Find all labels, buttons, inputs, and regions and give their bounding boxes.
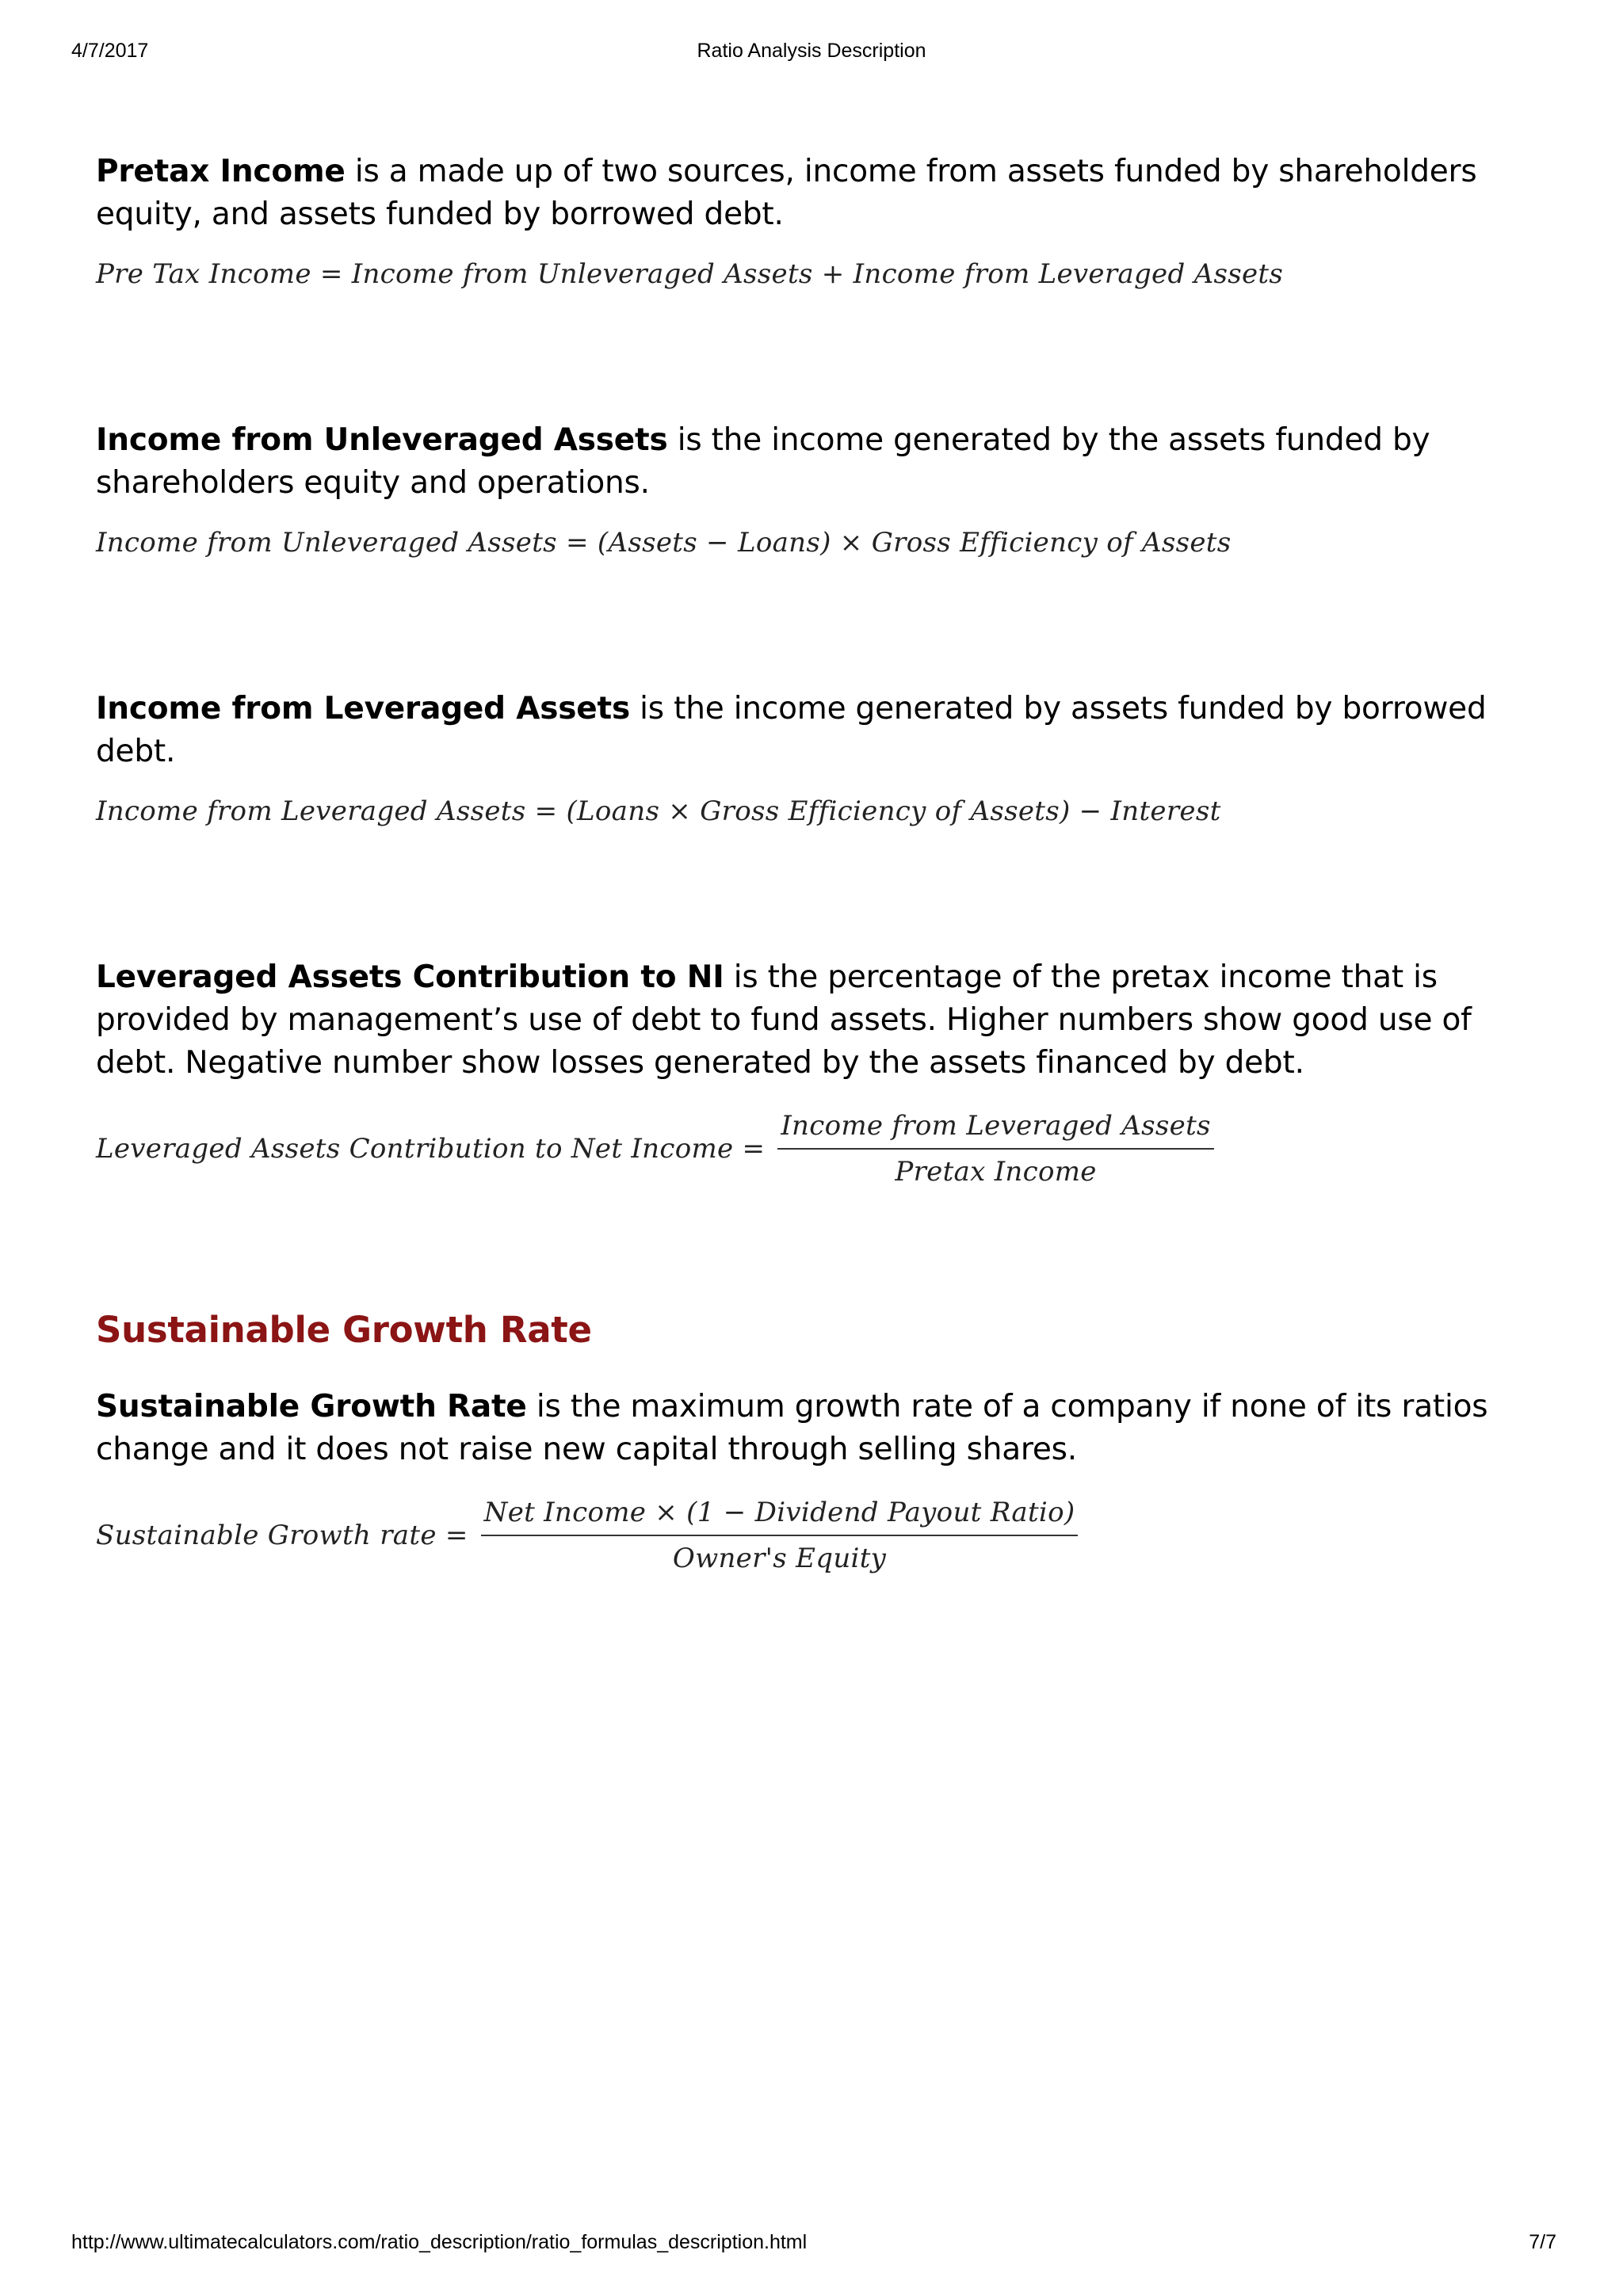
leveraged-income-paragraph (96, 688, 1554, 773)
leveraged-income-block (96, 688, 1554, 827)
print-date: 4/7/2017 (71, 40, 149, 62)
contribution-block (96, 956, 1554, 1188)
unleveraged-income-block (96, 419, 1554, 559)
contribution-formula-lhs: Leveraged Assets Contribution to Net Income = (96, 1133, 766, 1165)
sustainable-growth-formula (96, 1497, 1554, 1574)
contribution-term: Leveraged Assets Contribution to NI (96, 959, 724, 995)
unleveraged-income-term: Income from Unleveraged Assets (96, 422, 668, 458)
sustainable-growth-fraction (481, 1497, 1079, 1574)
pretax-income-description: is a made up of two sources, income from assets funded by shareholders equity, and assets funded by borrowed debt. (96, 154, 1477, 232)
unleveraged-income-description: is the income generated by the assets funded by shareholders equity and operations. (96, 422, 1430, 501)
contribution-description: is the percentage of the pretax income that is provided by management’s use of debt to fund assets. Higher numbers show good use of debt. Negative number show losses generated by the assets financed by debt. (96, 959, 1472, 1081)
print-header (0, 40, 1623, 67)
pretax-income-formula: Pre Tax Income = Income from Unleveraged Assets + Income from Leveraged Assets (96, 258, 1284, 290)
print-title: Ratio Analysis Description (697, 40, 926, 62)
contribution-numerator: Income from Leveraged Assets (777, 1110, 1213, 1150)
pretax-income-paragraph (96, 151, 1554, 236)
leveraged-income-formula: Income from Leveraged Assets = (Loans × Gross Efficiency of Assets) − Interest (96, 795, 1221, 827)
sustainable-growth-description: is the maximum growth rate of a company if none of its ratios change and it does not raise new capital through selling shares. (96, 1389, 1488, 1467)
sustainable-growth-numerator: Net Income × (1 − Dividend Payout Ratio) (481, 1497, 1079, 1536)
sustainable-growth-denominator: Owner's Equity (672, 1543, 887, 1574)
sustainable-growth-paragraph (96, 1386, 1554, 1471)
contribution-formula (96, 1110, 1554, 1188)
pretax-income-block (96, 151, 1554, 290)
contribution-fraction (777, 1110, 1213, 1188)
sustainable-growth-formula-lhs: Sustainable Growth rate = (96, 1520, 468, 1551)
page-number: 7/7 (1529, 2231, 1556, 2253)
pretax-income-term: Pretax Income (96, 154, 346, 189)
sustainable-growth-term: Sustainable Growth Rate (96, 1389, 527, 1425)
unleveraged-income-formula: Income from Unleveraged Assets = (Assets − Loans) × Gross Efficiency of Assets (96, 527, 1232, 559)
sustainable-growth-heading: Sustainable Growth Rate (96, 1309, 592, 1351)
page-url: http://www.ultimatecalculators.com/ratio_description/ratio_formulas_description.html (71, 2231, 808, 2253)
sustainable-growth-block (96, 1309, 1554, 1574)
unleveraged-income-paragraph (96, 419, 1554, 505)
print-footer (0, 2231, 1623, 2258)
leveraged-income-description: is the income generated by assets funded by borrowed debt. (96, 691, 1487, 769)
contribution-paragraph (96, 956, 1554, 1085)
leveraged-income-term: Income from Leveraged Assets (96, 691, 630, 727)
contribution-denominator: Pretax Income (895, 1156, 1097, 1188)
